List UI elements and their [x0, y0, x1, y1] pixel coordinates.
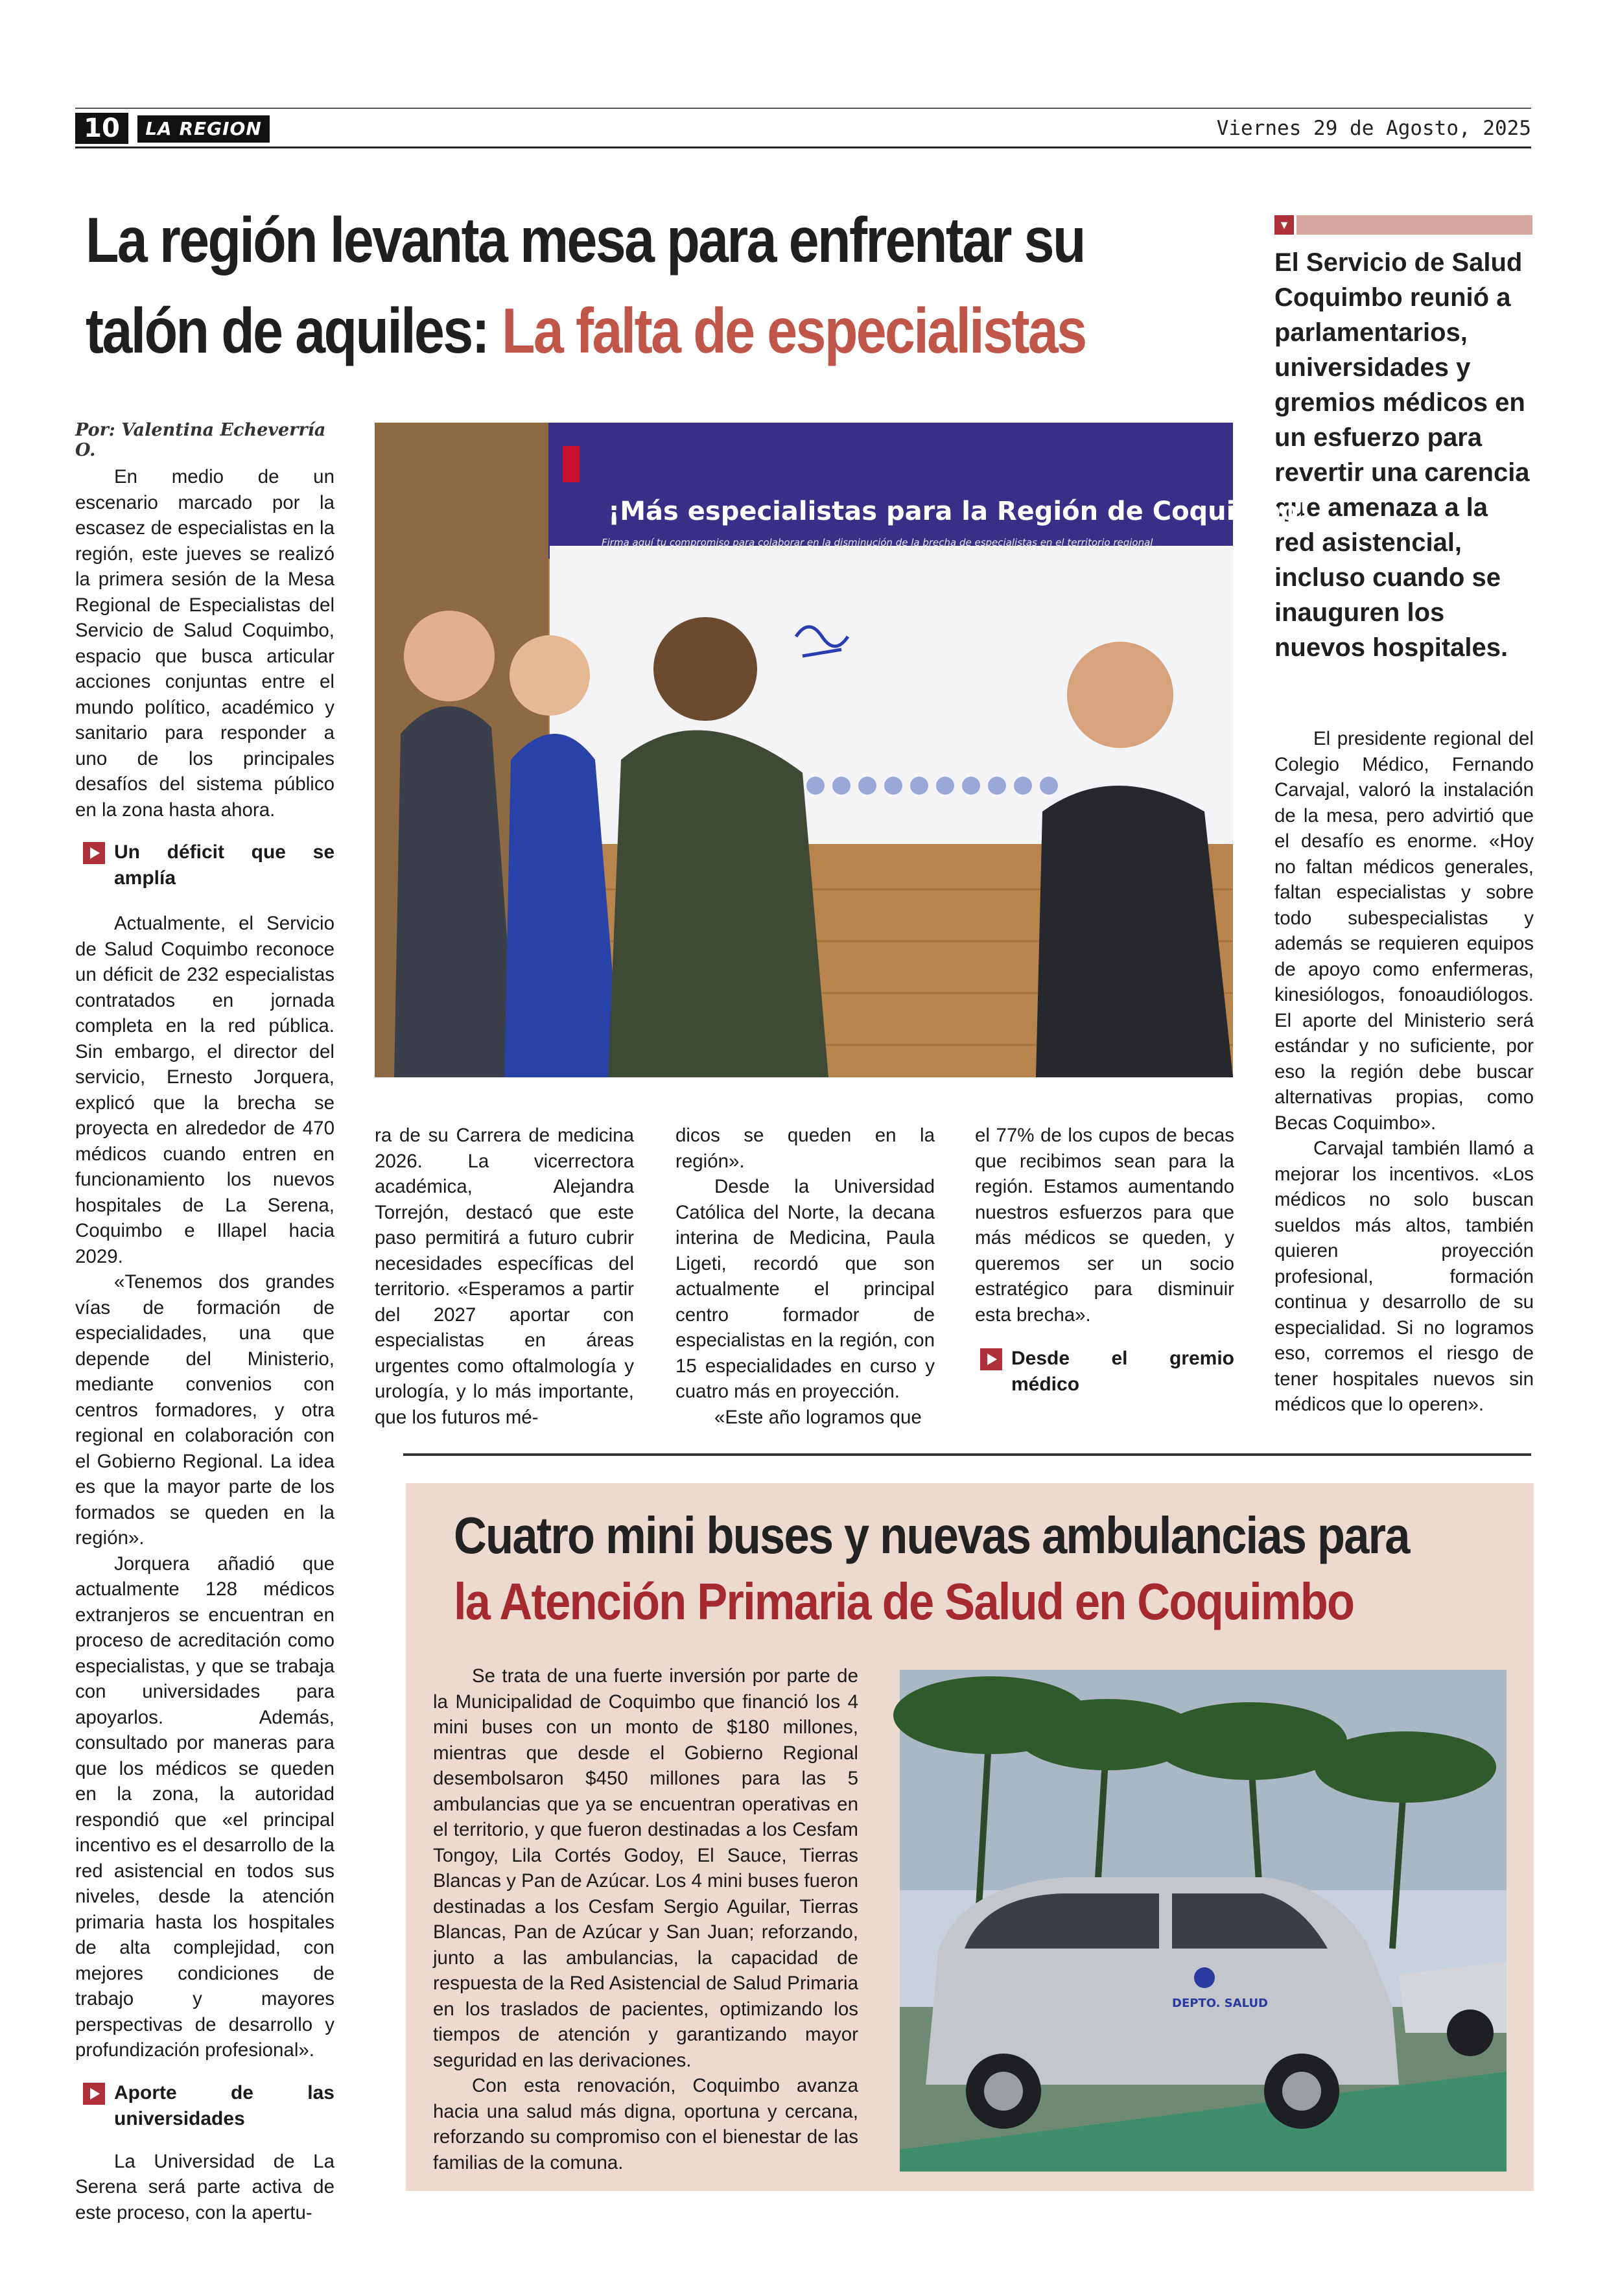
paragraph: En medio de un escenario marcado por la escasez de especialistas en la región, este jueves se realizó la primera sesión de la Mesa Regional de Especialistas del Servicio de Salud Coquimbo, espacio que busca articular acciones conjuntas entre el mundo político, académico y sanitario para responder a uno de los principales desafíos del sistema público en la zona hasta ahora.: [75, 466, 334, 821]
headline-line-1: La región levanta mesa para enfrentar su: [86, 204, 1085, 275]
paragraph: La Universidad de La Serena será parte activa de este proceso, con la apertu-: [75, 2150, 334, 2223]
play-arrow-icon: [83, 842, 105, 864]
issue-date: Viernes 29 de Agosto, 2025: [1216, 117, 1531, 140]
header-rule-bottom: [75, 146, 1531, 148]
paragraph: Jorquera añadió que actualmente 128 médicos extranjeros se encuentran en proceso de acreditación como especialistas, y que se trabaja con universidades para apoyarlos. Además, consultado por maneras para que los médicos se queden en la zona, la autoridad respondió que «el principal incentivo es el desarrollo de la red asistencial en todos sus niveles, desde la atención primaria hasta los hospitales de alta complejidad, con mejores condiciones de trabajo y mayores perspectivas de desarrollo y profundización profesional».: [75, 1552, 334, 2061]
paragraph: el 77% de los cupos de becas que recibimos sean para la región. Estamos aumentando nuestros esfuerzos para que más médicos se queden, y queremos ser un socio estratégico para disminuir esta brecha».: [975, 1125, 1234, 1326]
paragraph: El presidente regional del Colegio Médico, Fernando Carvajal, valoró la instalación de la mesa, pero advirtió que el desafío es enorme. «Hoy no faltan médicos generales, faltan especialistas y sobre todo subespecialistas y además se requieren equipos de apoyo como enfermeras, kinesiólogos, fonoaudiólogos. El aporte del Ministerio será estándar y no suficiente, por eso la región debe buscar alternativas propias, como Becas Coquimbo».: [1274, 728, 1534, 1134]
paragraph: Actualmente, el Servicio de Salud Coquimbo reconoce un déficit de 232 especialistas contratados en jornada completa en la red pública. Sin embargo, el director del servicio, Ernesto Jorquera, explicó que la brecha se proyecta en alrededor de 470 médicos cuando entren en funcionamiento los nuevos hospitales de La Serena, Coquimbo e Illapel hacia 2029.: [75, 913, 334, 1267]
subhead-label: Un déficit que se amplía: [114, 841, 334, 889]
paragraph: Con esta renovación, Coquimbo avanza hacia una salud más digna, oportuna y cercana, reforzando su compromiso con el bienestar de las familias de la comuna.: [433, 2075, 858, 2173]
subhead-label: Aporte de las universidades: [114, 2081, 334, 2129]
article-photo-signing: [375, 423, 1311, 1077]
headline2-line-1: Cuatro mini buses y nuevas ambulancias para: [454, 1506, 1409, 1564]
article-column-2: [375, 1123, 634, 1430]
van-label: DEPTO. SALUD: [1172, 1997, 1268, 2010]
headline-line-2-text: talón de aquiles:: [86, 295, 502, 366]
article-column-1: [75, 464, 334, 2225]
play-arrow-icon: [980, 1348, 1002, 1370]
page-number: 10: [75, 113, 128, 144]
paragraph: Se trata de una fuerte inversión por parte de la Municipalidad de Coquimbo que financió los 4 mini buses con un monto de $180 millones, mientras que desde el Gobierno Regional desembolsaron $450 millones para las 5 ambulancias que ya se encuentran operativas en el territorio, y que fueron destinadas a los Cesfam Tongoy, Lila Cortés Godoy, El Sauce, Tierras Blancas y Pan de Azúcar. Los 4 mini buses fueron destinadas a los Cesfam Sergio Aguilar, Tierras Blancas, Pan de Azúcar y San Juan; reforzando, junto a las ambulancias, la capacidad de respuesta de la Red Asistencial de Salud Primaria en los traslados de pacientes, optimizando los tiempos de atención y garantizando mayor seguridad en las derivaciones.: [433, 1665, 858, 2071]
header-rule-top: [75, 108, 1531, 109]
article-headline: [86, 194, 1086, 376]
section-divider: [403, 1453, 1531, 1456]
headline-line-2: [86, 285, 1086, 376]
article-column-5: [1274, 726, 1534, 1418]
subhead-label: Desde el gremio médico: [1011, 1348, 1234, 1395]
article-column-4: [975, 1123, 1234, 1398]
headline-accent: La falta de especialistas: [501, 295, 1086, 366]
subhead-universidades: [83, 2080, 334, 2132]
subhead-deficit: [83, 839, 334, 891]
paragraph: dicos se queden en la región».: [675, 1125, 935, 1172]
article-photo-van: [900, 1670, 1507, 2172]
paragraph: «Tenemos dos grandes vías de formación de especialidades, una que depende del Ministerio, mediante convenios con centros formadores, y otra regional en colaboración con el Gobierno Regional. La idea es que la mayor parte de los formados se queden en la región».: [75, 1271, 334, 1549]
byline: Por: Valentina Echeverría O.: [75, 420, 326, 460]
sidebar-accent-bar: [1296, 215, 1532, 235]
play-arrow-icon: [83, 2083, 105, 2105]
photo-banner-subtitle: Firma aquí tu compromiso para colaborar en la disminución de la brecha de especialistas en el territorio regional: [602, 537, 1153, 548]
paragraph: Desde la Universidad Católica del Norte, la decana interina de Medicina, Paula Ligeti, recordó que son actualmente el principal centro formador de especialistas en la región, con 15 especialidades en curso y cuatro más en proyección.: [675, 1176, 935, 1402]
paragraph: «Este año logramos que: [714, 1406, 922, 1428]
headline2-line-2: la Atención Primaria de Salud en Coquimbo: [454, 1573, 1354, 1630]
photo-banner-title: ¡Más especialistas para la Región de Coquimbo!: [608, 497, 1311, 526]
boxed-article-body: [433, 1663, 858, 2175]
sidebar-lead-text: El Servicio de Salud Coquimbo reunió a parlamentarios, universidades y gremios médicos en un esfuerzo para revertir una carencia que amenaza a la red asistencial, incluso cuando se inauguren los nuevos hospitales.: [1274, 248, 1530, 662]
publication-logo: LA REGION: [137, 115, 270, 143]
paragraph: Carvajal también llamó a mejorar los incentivos. «Los médicos no solo buscan sueldos más altos, también quieren proyección profesional, formación continua y desarrollo de su especialidad. Si no logramos eso, corremos el riesgo de tener hospitales nuevos sin médicos que lo operen».: [1274, 1138, 1534, 1415]
boxed-article-headline: [454, 1503, 1409, 1635]
sidebar-marker-icon: ▼: [1274, 215, 1294, 235]
subhead-gremio: [980, 1346, 1234, 1398]
paragraph: ra de su Carrera de medicina 2026. La vicerrectora académica, Alejandra Torrejón, destacó que este paso permitirá a futuro cubrir necesidades específicas del territorio. «Esperamos a partir del 2027 aportar con especialistas en áreas urgentes como oftalmología y urología, y lo más importante, que los futuros mé-: [375, 1125, 634, 1428]
article-column-3: [675, 1123, 935, 1430]
